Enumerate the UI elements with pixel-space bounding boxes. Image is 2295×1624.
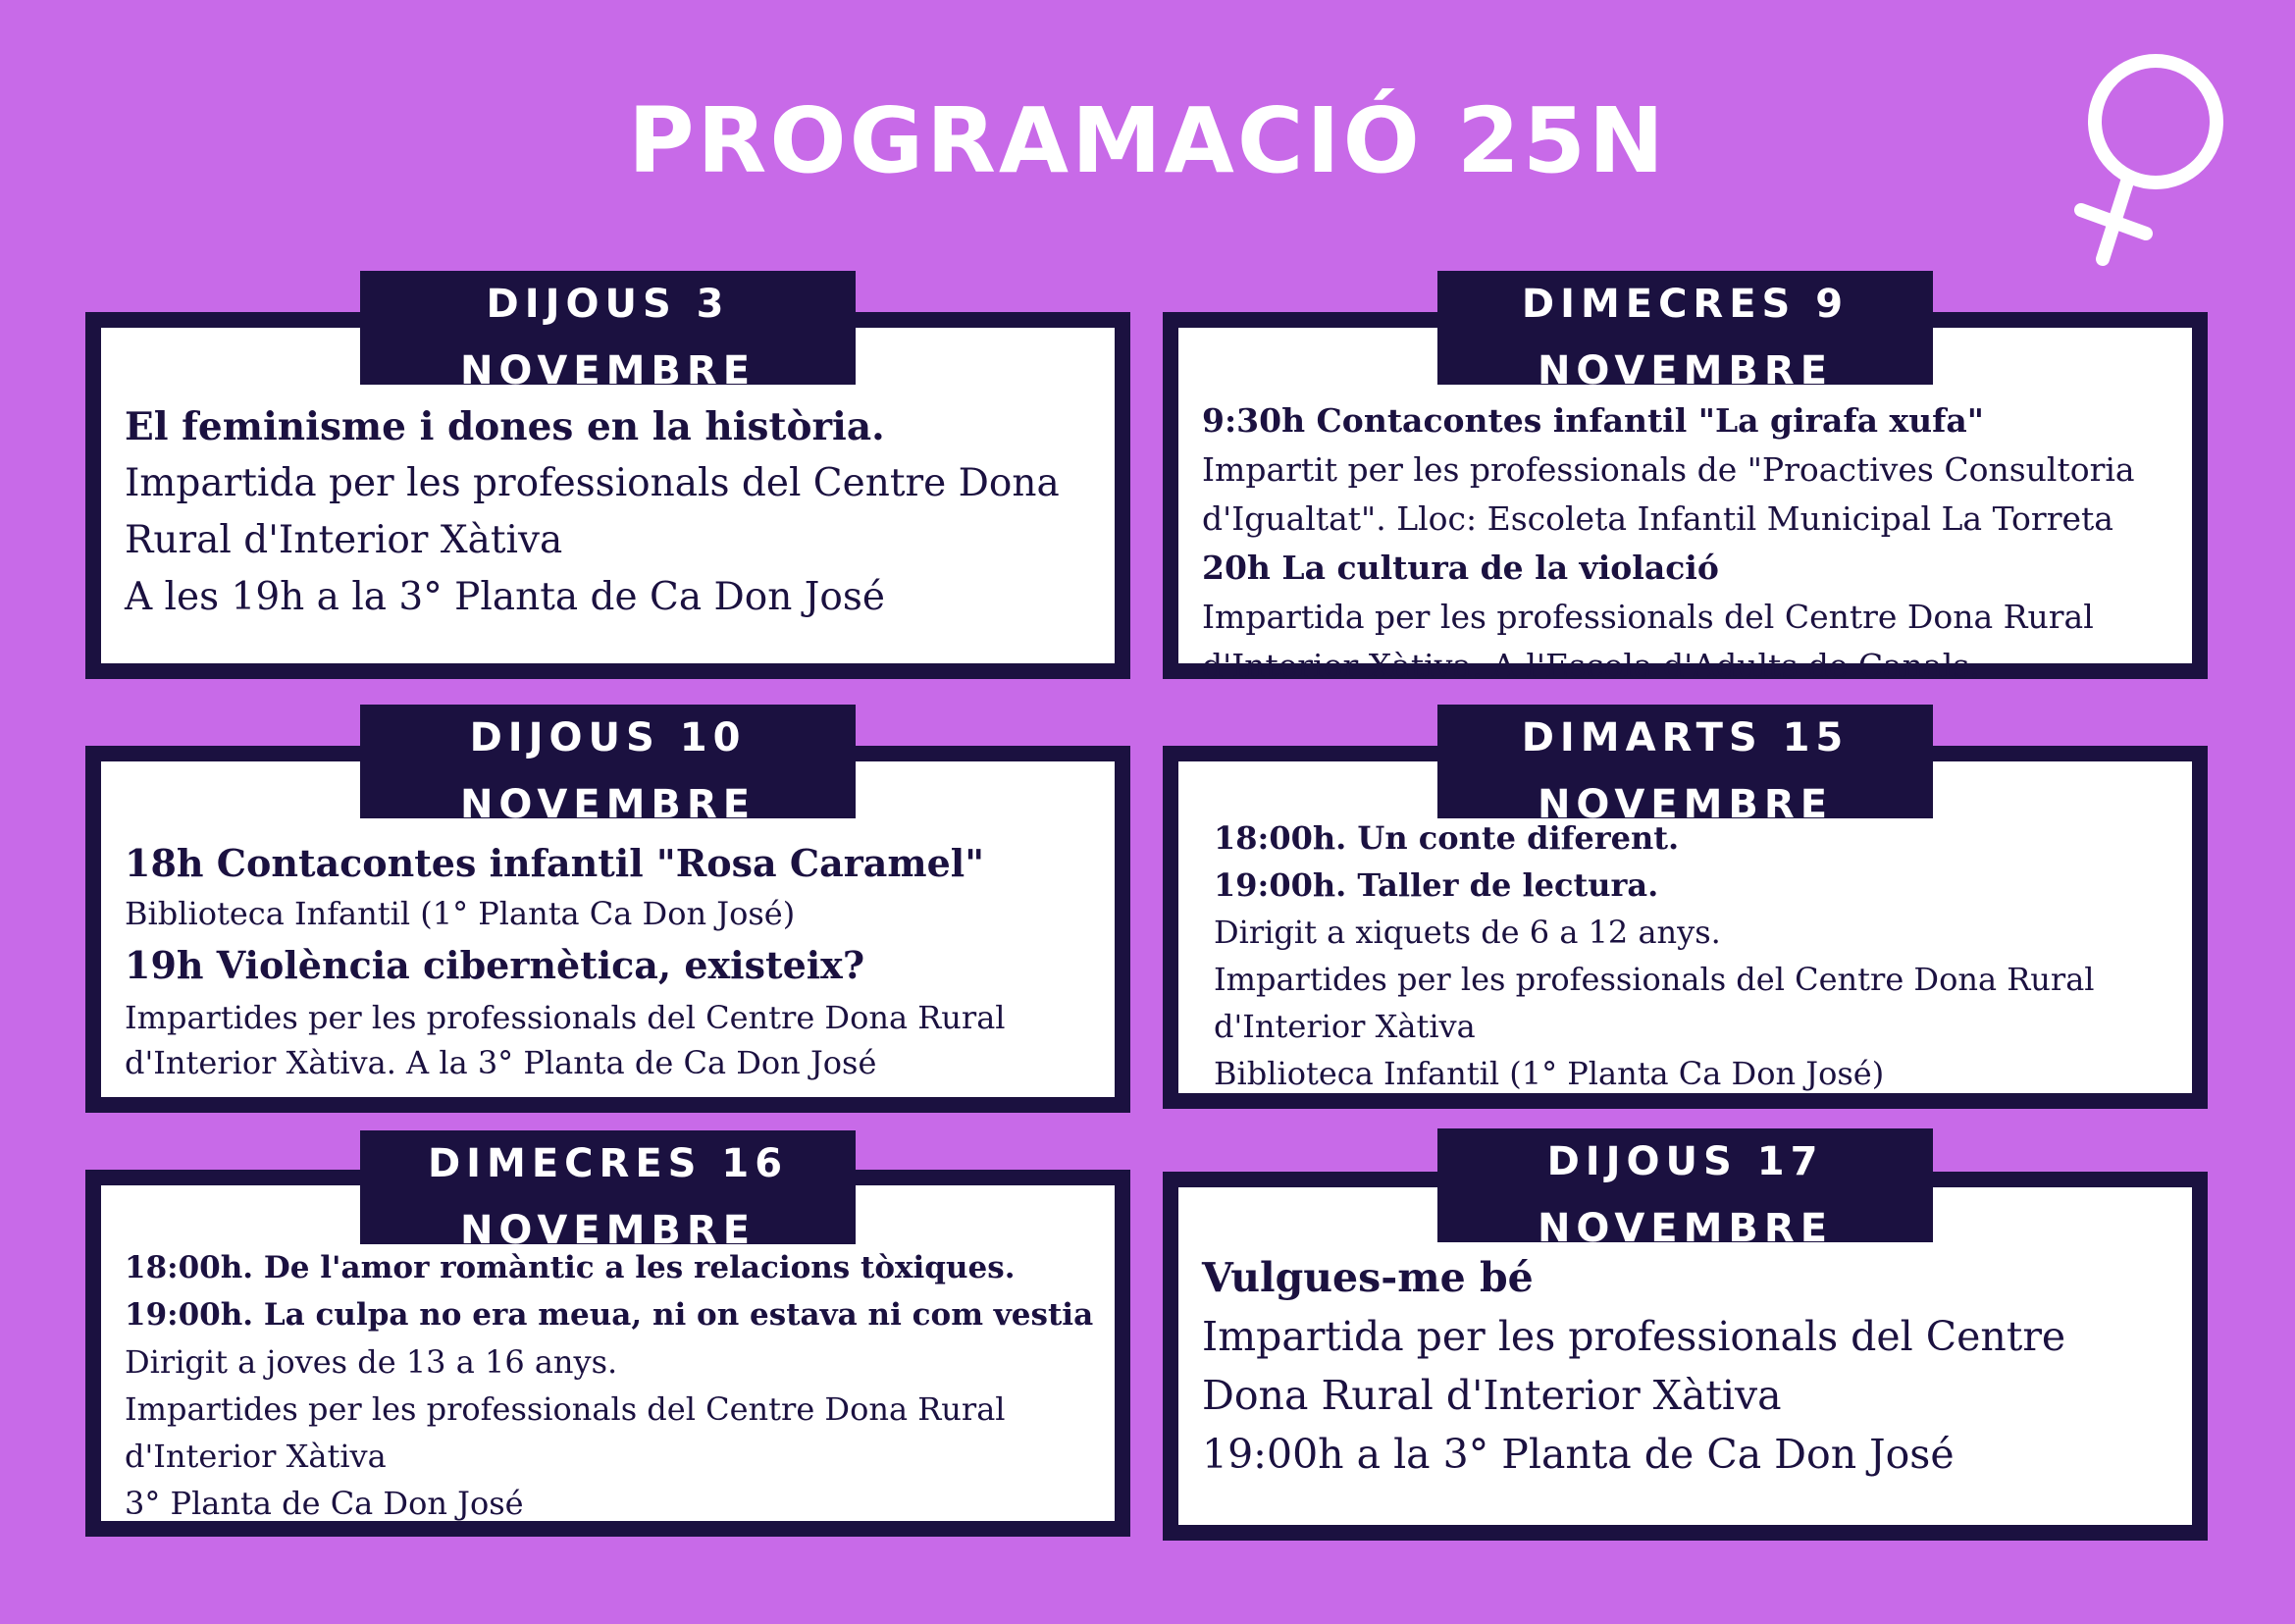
- date-day: DIJOUS 17: [1546, 1139, 1824, 1184]
- event-detail: Dirigit a xiquets de 6 a 12 anys.: [1214, 914, 1721, 951]
- event-detail: Impartida per les professionals del Centre: [1202, 1313, 2066, 1360]
- event-detail: d'Interior Xàtiva. A la 3° Planta de Ca Don José: [125, 1044, 877, 1081]
- date-tab-dijous-10: [360, 705, 856, 827]
- event-title: Vulgues-me bé: [1202, 1254, 1534, 1301]
- event-title: 19h Violència cibernètica, existeix?: [125, 943, 865, 987]
- event-detail: Impartida per les professionals del Centre Dona Rural: [1202, 598, 2094, 636]
- date-tab-dimecres-9: [1437, 271, 1933, 393]
- date-day: DIJOUS 3: [486, 282, 730, 327]
- page-title: PROGRAMACIÓ 25N: [628, 88, 1667, 193]
- event-detail: d'Interior Xàtiva. A l'Escola d'Adults de Canals.: [1202, 647, 1980, 685]
- event-detail: Biblioteca Infantil (1° Planta Ca Don José): [1214, 1055, 1885, 1092]
- event-detail: Dona Rural d'Interior Xàtiva: [1202, 1372, 1782, 1419]
- date-month: NOVEMBRE: [1537, 348, 1834, 393]
- event-detail: d'Interior Xàtiva: [1214, 1008, 1476, 1045]
- event-detail: Impartides per les professionals del Centre Dona Rural: [1214, 961, 2095, 998]
- event-detail: 3° Planta de Ca Don José: [125, 1485, 524, 1522]
- venus-icon: [2075, 51, 2232, 277]
- date-month: NOVEMBRE: [1537, 782, 1834, 827]
- event-detail: d'Igualtat". Lloc: Escoleta Infantil Municipal La Torreta: [1202, 499, 2113, 538]
- event-detail: Impartit per les professionals de "Proactives Consultoria: [1202, 450, 2135, 489]
- event-detail: Dirigit a joves de 13 a 16 anys.: [125, 1343, 618, 1381]
- event-detail: A les 19h a la 3° Planta de Ca Don José: [125, 575, 885, 619]
- date-day: DIMECRES 16: [427, 1141, 789, 1186]
- event-detail: d'Interior Xàtiva: [125, 1438, 387, 1475]
- event-detail: Impartides per les professionals del Centre Dona Rural: [125, 1390, 1006, 1428]
- date-day: DIJOUS 10: [469, 715, 747, 760]
- date-day: DIMECRES 9: [1521, 282, 1850, 327]
- date-month: NOVEMBRE: [459, 1208, 756, 1253]
- event-title: 18:00h. De l'amor romàntic a les relacions tòxiques.: [125, 1250, 1016, 1285]
- date-month: NOVEMBRE: [459, 782, 756, 827]
- event-detail: Impartida per les professionals del Centre Dona: [125, 461, 1060, 505]
- date-tab-dimecres-16: [360, 1130, 856, 1253]
- date-tab-dijous-17: [1437, 1128, 1933, 1251]
- event-detail: 19:00h a la 3° Planta de Ca Don José: [1202, 1431, 1955, 1478]
- event-title: 19:00h. Taller de lectura.: [1214, 866, 1659, 904]
- event-title: 18:00h. Un conte diferent.: [1214, 819, 1680, 857]
- event-title: 9:30h Contacontes infantil "La girafa xufa": [1202, 401, 1984, 440]
- event-detail: Impartides per les professionals del Centre Dona Rural: [125, 999, 1006, 1036]
- event-title: El feminisme i dones en la història.: [125, 404, 885, 449]
- event-title: 18h Contacontes infantil "Rosa Caramel": [125, 841, 985, 885]
- event-detail: Rural d'Interior Xàtiva: [125, 518, 563, 562]
- date-month: NOVEMBRE: [1537, 1206, 1834, 1251]
- date-day: DIMARTS 15: [1521, 715, 1850, 760]
- date-tab-dijous-3: [360, 271, 856, 393]
- date-tab-dimarts-15: [1437, 705, 1933, 827]
- event-detail: Biblioteca Infantil (1° Planta Ca Don José): [125, 895, 796, 932]
- date-month: NOVEMBRE: [459, 348, 756, 393]
- event-title: 20h La cultura de la violació: [1202, 549, 1719, 587]
- event-title: 19:00h. La culpa no era meua, ni on estava ni com vestia: [125, 1297, 1094, 1333]
